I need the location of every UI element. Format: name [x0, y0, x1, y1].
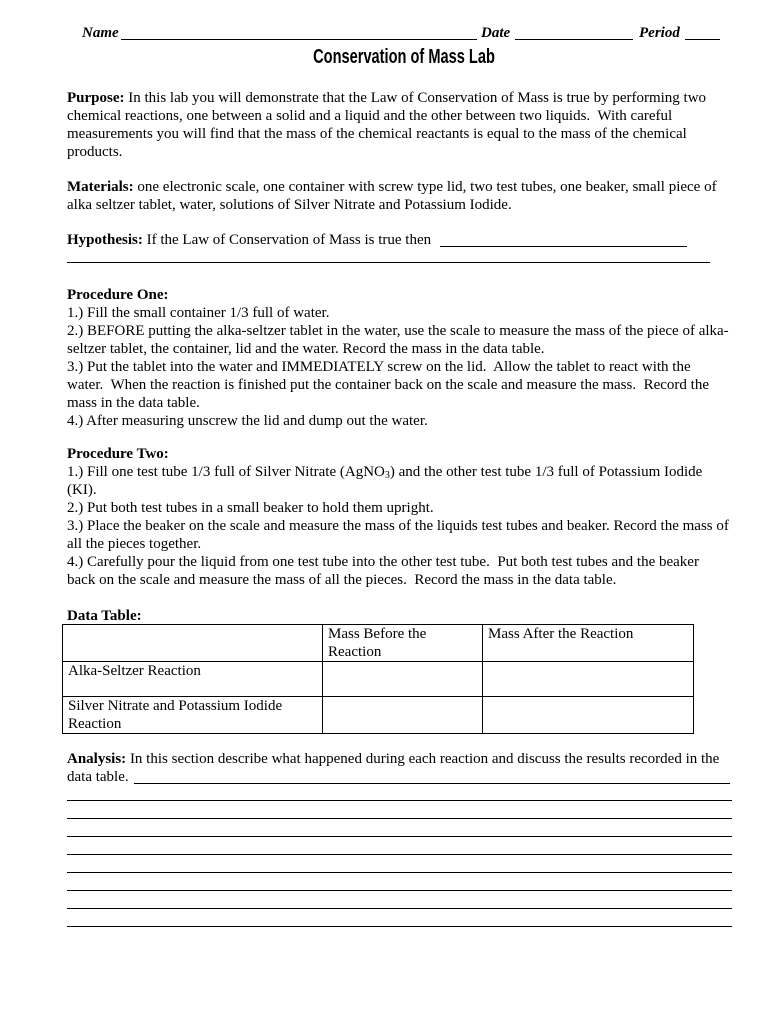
purpose-section [67, 89, 706, 161]
mass-before-cell[interactable] [323, 662, 483, 697]
hypothesis-blank[interactable] [67, 262, 710, 263]
analysis-blank[interactable] [134, 783, 730, 784]
procedure-one-heading: Procedure One: [67, 287, 169, 303]
procedure-step-line: 1.) Fill the small container 1/3 full of water. [67, 305, 330, 321]
procedure-one-section [67, 286, 729, 430]
step-text: ) and the other test tube 1/3 full of Potassium Iodide [389, 464, 703, 480]
procedure-two-heading: Procedure Two: [67, 446, 169, 462]
purpose-label: Purpose: [67, 90, 125, 106]
materials-line: alka seltzer tablet, water, solutions of Silver Nitrate and Potassium Iodide. [67, 197, 512, 213]
analysis-line [67, 750, 719, 768]
procedure-two-section [67, 445, 729, 589]
row-label: Silver Nitrate and Potassium Iodide Reaction [63, 697, 323, 734]
table-header-mass-before [323, 625, 483, 662]
analysis-blank[interactable] [67, 908, 732, 909]
procedure-step-line: (KI). [67, 482, 97, 498]
procedure-step-line: back on the scale and measure the mass of all the pieces. Record the mass in the data table. [67, 572, 617, 588]
procedure-step-line: all the pieces together. [67, 536, 202, 552]
row-label: Alka-Seltzer Reaction [63, 662, 323, 697]
procedure-step-line [67, 463, 729, 481]
date-label: Date [481, 25, 511, 41]
table-header-row [63, 625, 694, 662]
step-text: 1.) Fill one test tube 1/3 full of Silver Nitrate (AgNO [67, 464, 385, 480]
procedure-step-line: 2.) Put both test tubes in a small beaker to hold them upright. [67, 500, 434, 516]
procedure-step-line: 4.) Carefully pour the liquid from one test tube into the other test tube. Put both test tubes and the beaker [67, 554, 699, 570]
analysis-text: In this section describe what happened during each reaction and discuss the results recorded in the [129, 751, 720, 767]
analysis-label: Analysis: [67, 751, 127, 767]
analysis-blank[interactable] [67, 854, 732, 855]
procedure-step-line: 3.) Put the tablet into the water and IMMEDIATELY screw on the lid. Allow the tablet to react with the [67, 359, 691, 375]
materials-label: Materials: [67, 179, 134, 195]
materials-line [67, 178, 717, 196]
mass-after-cell[interactable] [483, 697, 694, 734]
hypothesis-label: Hypothesis: [67, 232, 143, 248]
purpose-line: chemical reactions, one between a solid and a liquid and the other between two liquids. With careful [67, 108, 673, 124]
purpose-line: products. [67, 144, 123, 160]
hypothesis-line [67, 231, 431, 249]
analysis-blank[interactable] [67, 926, 732, 927]
purpose-line: measurements you will find that the mass of the chemical reactants is equal to the mass of the chemical [67, 126, 687, 142]
table-header-mass-before-text: Mass Before the Reaction [328, 626, 427, 660]
mass-before-cell[interactable] [323, 697, 483, 734]
table-header-mass-after: Mass After the Reaction [483, 625, 694, 662]
hypothesis-blank[interactable] [440, 246, 687, 247]
hypothesis-section [67, 231, 431, 249]
purpose-line [67, 89, 706, 107]
table-header-blank [63, 625, 323, 662]
materials-section [67, 178, 717, 214]
materials-text: one electronic scale, one container with screw type lid, two test tubes, one beaker, small piece of [137, 179, 717, 195]
period-field[interactable] [685, 39, 720, 40]
analysis-blank[interactable] [67, 800, 732, 801]
analysis-blank[interactable] [67, 890, 732, 891]
table-row [63, 697, 694, 734]
period-label: Period [639, 25, 680, 41]
procedure-step-line: 3.) Place the beaker on the scale and measure the mass of the liquids test tubes and beaker. Record the mass of [67, 518, 729, 534]
date-field[interactable] [515, 39, 633, 40]
procedure-step-line: 4.) After measuring unscrew the lid and dump out the water. [67, 413, 428, 429]
name-field[interactable] [121, 39, 477, 40]
data-table [62, 624, 694, 734]
table-row [63, 662, 694, 697]
subscript: 3 [384, 470, 390, 481]
analysis-blank[interactable] [67, 818, 732, 819]
data-table-label: Data Table: [67, 608, 142, 624]
analysis-line: data table. [67, 769, 129, 785]
procedure-step-line: water. When the reaction is finished put the container back on the scale and measure the mass. Record the [67, 377, 709, 393]
analysis-blank[interactable] [67, 836, 732, 837]
purpose-text: In this lab you will demonstrate that the Law of Conservation of Mass is true by performing two [128, 90, 707, 106]
analysis-section [67, 750, 719, 786]
page-title: Conservation of Mass Lab [313, 46, 495, 68]
procedure-step-line: mass in the data table. [67, 395, 200, 411]
procedure-step-line: 2.) BEFORE putting the alka-seltzer tablet in the water, use the scale to measure the mass of the piece of alka- [67, 323, 729, 339]
hypothesis-text: If the Law of Conservation of Mass is true then [146, 232, 432, 248]
mass-after-cell[interactable] [483, 662, 694, 697]
procedure-step-line: seltzer tablet, the container, lid and the water. Record the mass in the data table. [67, 341, 545, 357]
name-label: Name [82, 25, 119, 41]
analysis-blank[interactable] [67, 872, 732, 873]
